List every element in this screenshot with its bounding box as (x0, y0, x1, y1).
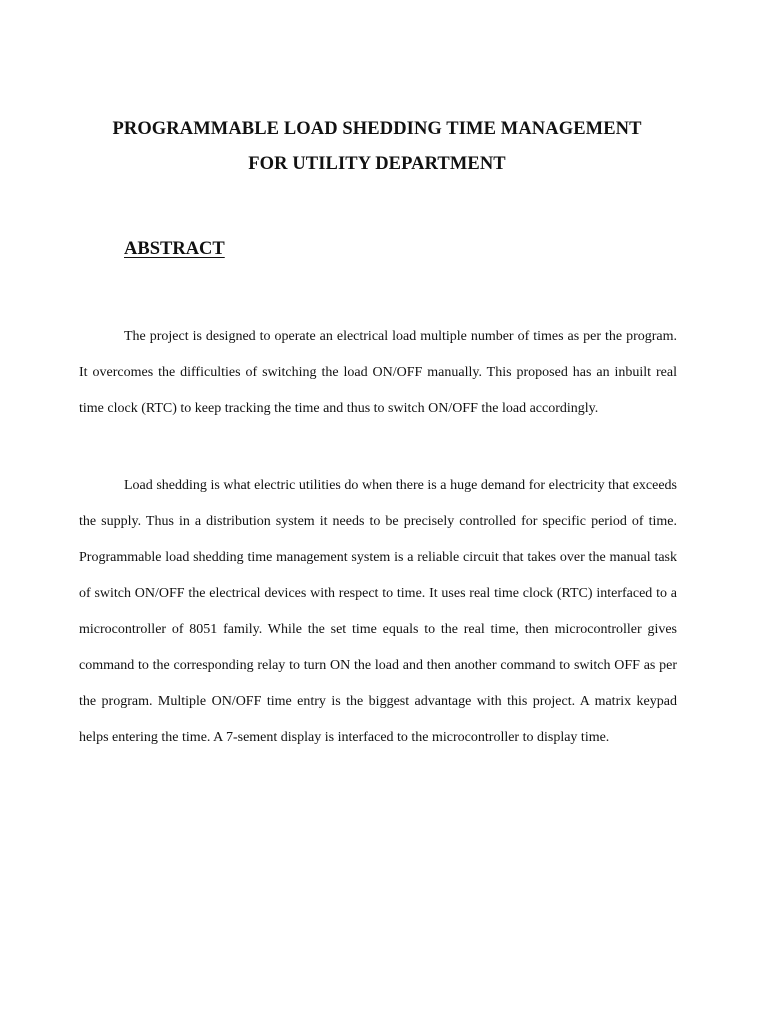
abstract-paragraph-1: The project is designed to operate an electrical load multiple number of times as per the program. It overcomes the difficulties of switching the load ON/OFF manually. This proposed has an inbuilt real time clock (RTC) to keep tracking the time and thus to switch ON/OFF the load accordingly. (79, 329, 677, 416)
document-title-line-2: FOR UTILITY DEPARTMENT (248, 154, 506, 174)
abstract-paragraph-2: Load shedding is what electric utilities do when there is a huge demand for electricity that exceeds the supply. Thus in a distribution system it needs to be precisely controlled for specific period of time. Programmable load shedding time management system is a reliable circuit that takes over the manual task of switch ON/OFF the electrical devices with respect to time. It uses real time clock (RTC) interfaced to a microcontroller of 8051 family. While the set time equals to the real time, then microcontroller gives command to the corresponding relay to turn ON the load and then another command to switch OFF as per the program. Multiple ON/OFF time entry is the biggest advantage with this project. A matrix keypad helps entering the time. A 7-sement display is interfaced to the microcontroller to display time. (79, 478, 677, 745)
document-title-line-1: PROGRAMMABLE LOAD SHEDDING TIME MANAGEMENT (112, 119, 642, 139)
abstract-heading: ABSTRACT (124, 239, 225, 259)
